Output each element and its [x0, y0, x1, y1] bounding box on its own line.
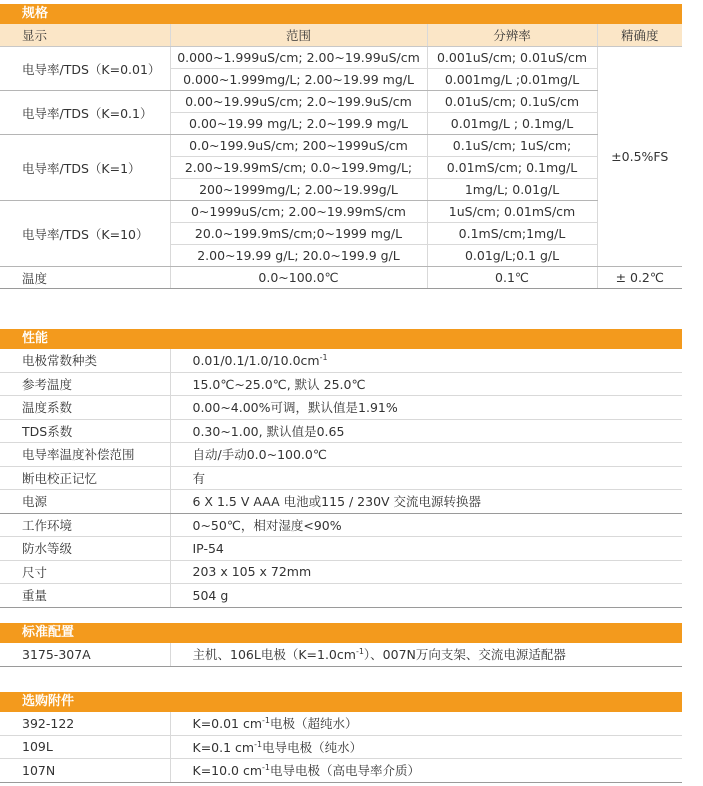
temperature-range: 0.0~100.0℃	[170, 267, 427, 289]
table-row	[0, 443, 682, 467]
table-row	[0, 91, 682, 113]
perf-value: 有	[170, 466, 682, 490]
range-cell: 0~1999uS/cm; 2.00~19.99mS/cm	[170, 201, 427, 223]
resolution-cell: 0.001mg/L ;0.01mg/L	[427, 69, 597, 91]
table-row	[0, 643, 682, 666]
perf-key: 温度系数	[0, 396, 170, 420]
perf-key: 防水等级	[0, 537, 170, 561]
header-resolution: 分辨率	[427, 24, 597, 47]
table-row	[0, 735, 682, 759]
header-accuracy: 精确度	[597, 24, 682, 47]
resolution-cell: 0.1uS/cm; 1uS/cm;	[427, 135, 597, 157]
resolution-cell: 0.1mS/cm;1mg/L	[427, 223, 597, 245]
range-cell: 0.00~19.99uS/cm; 2.0~199.9uS/cm	[170, 91, 427, 113]
spec-table	[0, 24, 682, 289]
group-label-k001: 电导率/TDS（K=0.01）	[0, 47, 170, 91]
perf-key: 电极常数种类	[0, 349, 170, 372]
range-cell: 200~1999mg/L; 2.00~19.99g/L	[170, 179, 427, 201]
resolution-cell: 1uS/cm; 0.01mS/cm	[427, 201, 597, 223]
perf-key: 断电校正记忆	[0, 466, 170, 490]
table-row	[0, 419, 682, 443]
resolution-cell: 0.01uS/cm; 0.1uS/cm	[427, 91, 597, 113]
optional-model: 109L	[0, 735, 170, 759]
group-label-k01: 电导率/TDS（K=0.1）	[0, 91, 170, 135]
optional-title: 选购附件	[0, 692, 682, 712]
perf-value: 15.0℃~25.0℃, 默认 25.0℃	[170, 372, 682, 396]
perf-value: 504 g	[170, 584, 682, 608]
perf-value: 自动/手动0.0~100.0℃	[170, 443, 682, 467]
table-row	[0, 490, 682, 514]
range-cell: 20.0~199.9mS/cm;0~1999 mg/L	[170, 223, 427, 245]
perf-key: 电导率温度补偿范围	[0, 443, 170, 467]
header-range: 范围	[170, 24, 427, 47]
spec-header-row	[0, 24, 682, 47]
resolution-cell: 0.01mg/L ; 0.1mg/L	[427, 113, 597, 135]
range-cell: 2.00~19.99mS/cm; 0.0~199.9mg/L;	[170, 157, 427, 179]
optional-model: 107N	[0, 759, 170, 783]
perf-value: $0.01/0.1/1.0/10.0cm^{-1}$	[170, 349, 682, 372]
perf-key: 参考温度	[0, 372, 170, 396]
performance-section	[0, 329, 682, 608]
table-row	[0, 372, 682, 396]
perf-value: 0.30~1.00, 默认值是0.65	[170, 419, 682, 443]
spec-section	[0, 4, 682, 289]
standard-table	[0, 643, 682, 667]
perf-key: 重量	[0, 584, 170, 608]
temperature-accuracy: ± 0.2℃	[597, 267, 682, 289]
table-row	[0, 584, 682, 608]
range-cell: 2.00~19.99 g/L; 20.0~199.9 g/L	[170, 245, 427, 267]
table-row	[0, 396, 682, 420]
table-row	[0, 513, 682, 537]
table-row	[0, 201, 682, 223]
table-row	[0, 560, 682, 584]
perf-key: 尺寸	[0, 560, 170, 584]
spec-title: 规格	[0, 4, 682, 24]
header-display: 显示	[0, 24, 170, 47]
perf-value: 0.00~4.00%可调，默认值是1.91%	[170, 396, 682, 420]
optional-value: K=0.1 $cm^{-1}$电导电极（纯水）	[170, 735, 682, 759]
resolution-cell: 1mg/L; 0.01g/L	[427, 179, 597, 201]
group-label-k1: 电导率/TDS（K=1）	[0, 135, 170, 201]
range-cell: 0.0~199.9uS/cm; 200~1999uS/cm	[170, 135, 427, 157]
perf-key: 工作环境	[0, 513, 170, 537]
standard-model: 3175-307A	[0, 643, 170, 666]
perf-value: IP-54	[170, 537, 682, 561]
standard-title: 标准配置	[0, 623, 682, 643]
table-row	[0, 135, 682, 157]
temperature-resolution: 0.1℃	[427, 267, 597, 289]
accuracy-cell: ±0.5%FS	[597, 47, 682, 267]
table-row	[0, 712, 682, 735]
perf-key: TDS系数	[0, 419, 170, 443]
perf-value: 0~50℃，相对湿度<90%	[170, 513, 682, 537]
optional-value: K=10.0 $cm^{-1}$电导电极（高电导率介质）	[170, 759, 682, 783]
resolution-cell: 0.001uS/cm; 0.01uS/cm	[427, 47, 597, 69]
performance-table	[0, 349, 682, 608]
temperature-label: 温度	[0, 267, 170, 289]
perf-value: 6 X 1.5 V AAA 电池或115 / 230V 交流电源转换器	[170, 490, 682, 514]
optional-model: 392-122	[0, 712, 170, 735]
table-row	[0, 537, 682, 561]
table-row	[0, 759, 682, 783]
temperature-row	[0, 267, 682, 289]
resolution-cell: 0.01g/L;0.1 g/L	[427, 245, 597, 267]
perf-key: 电源	[0, 490, 170, 514]
standard-value: 主机、106L电极$(K=1.0cm^{-1})$、007N万向支架、交流电源适配器	[170, 643, 682, 666]
range-cell: 0.000~1.999uS/cm; 2.00~19.99uS/cm	[170, 47, 427, 69]
perf-value: 203 x 105 x 72mm	[170, 560, 682, 584]
resolution-cell: 0.01mS/cm; 0.1mg/L	[427, 157, 597, 179]
table-row	[0, 466, 682, 490]
optional-table	[0, 712, 682, 783]
range-cell: 0.000~1.999mg/L; 2.00~19.99 mg/L	[170, 69, 427, 91]
optional-value: K=0.01 $cm^{-1}$电极（超纯水）	[170, 712, 682, 735]
standard-section	[0, 623, 682, 667]
table-row	[0, 47, 682, 69]
optional-section	[0, 692, 682, 783]
group-label-k10: 电导率/TDS（K=10）	[0, 201, 170, 267]
range-cell: 0.00~19.99 mg/L; 2.0~199.9 mg/L	[170, 113, 427, 135]
performance-title: 性能	[0, 329, 682, 349]
table-row	[0, 349, 682, 372]
